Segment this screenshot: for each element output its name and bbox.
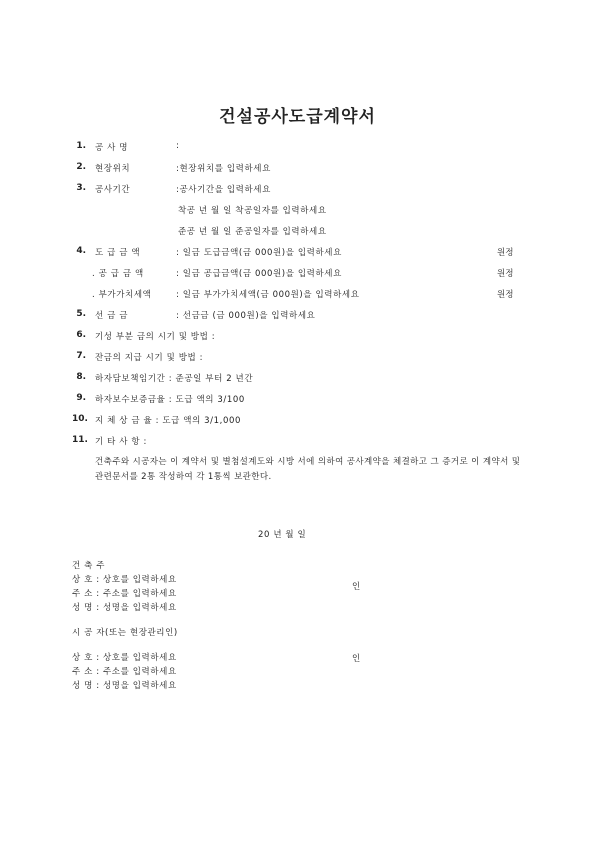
item-number: 6. (76, 330, 86, 340)
item-number: 10. (72, 414, 88, 424)
item-value-period: :공사기간을 입력하세요 (176, 185, 271, 195)
start-date-line: 착공 년 월 일 착공일자를 입력하세요 (178, 206, 327, 216)
item-warranty-period: 하자담보책임기간 : 준공일 부터 2 년간 (95, 374, 254, 384)
item-delay-penalty: 지 체 상 금 율 : 도급 액의 3/1,000 (95, 416, 241, 426)
owner-heading: 건 축 주 (72, 561, 106, 571)
contractor-address: 주 소 : 주소를 입력하세요 (72, 667, 177, 677)
item-other-notes: 기 타 사 항 : (95, 437, 147, 447)
owner-company: 상 호 : 상호를 입력하세요 (72, 575, 177, 585)
item-label-project-name: 공 사 명 (95, 143, 129, 153)
item-balance-payment: 잔금의 지급 시기 및 방법 : (95, 353, 204, 363)
document-title: 건설공사도급계약서 (219, 107, 376, 127)
item-label-vat: . 부가가치세액 (92, 290, 152, 300)
item-number: 11. (72, 435, 88, 445)
item-label-site: 현장위치 (95, 164, 131, 174)
item-value-advance: : 선금금 (금 000원)을 입력하세요 (176, 311, 316, 321)
item-number: 3. (76, 183, 86, 193)
item-number: 1. (76, 141, 86, 151)
contractor-heading: 시 공 자(또는 현장관리인) (72, 628, 178, 638)
won-unit: 원정 (497, 248, 514, 258)
item-label-supply-amount: . 공 급 금 액 (92, 269, 144, 279)
owner-seal: 인 (352, 582, 361, 592)
item-value-site: :현장위치를 입력하세요 (176, 164, 271, 174)
item-number: 5. (76, 309, 86, 319)
item-label-contract-amount: 도 급 금 액 (95, 248, 141, 258)
won-unit: 원정 (497, 269, 514, 279)
item-label-advance: 선 금 금 (95, 311, 129, 321)
contractor-company: 상 호 : 상호를 입력하세요 (72, 653, 177, 663)
contractor-name: 성 명 : 성명을 입력하세요 (72, 681, 177, 691)
item-number: 9. (76, 393, 86, 403)
item-progress-payment: 기성 부분 금의 시기 및 방법 : (95, 332, 216, 342)
item-number: 8. (76, 372, 86, 382)
agreement-paragraph: 건축주와 시공자는 이 계약서 및 별첨설계도와 시방 서에 의하여 공사계약을 체결하고 그 증거로 이 계약서 및 관련문서를 2통 작성하여 각 1통씩 보관한다. (95, 457, 521, 482)
item-number: 7. (76, 351, 86, 361)
item-value-project-name: : (176, 141, 180, 151)
contract-date: 20 년 월 일 (258, 530, 307, 540)
item-value-contract-amount: : 일금 도급금액(금 000원)을 입력하세요 (176, 248, 342, 258)
won-unit: 원정 (497, 290, 514, 300)
owner-name: 성 명 : 성명을 입력하세요 (72, 603, 177, 613)
end-date-line: 준공 년 월 일 준공일자를 입력하세요 (178, 227, 327, 237)
item-number: 4. (76, 246, 86, 256)
item-value-supply-amount: : 일금 공급금액(금 000원)을 입력하세요 (176, 269, 342, 279)
item-number: 2. (76, 162, 86, 172)
item-label-period: 공사기간 (95, 185, 131, 195)
owner-address: 주 소 : 주소를 입력하세요 (72, 589, 177, 599)
contractor-seal: 인 (352, 654, 361, 664)
item-value-vat: : 일금 부가가치세액(금 000원)을 입력하세요 (176, 290, 360, 300)
item-warranty-deposit: 하자보수보증금율 : 도급 액의 3/100 (95, 395, 245, 405)
